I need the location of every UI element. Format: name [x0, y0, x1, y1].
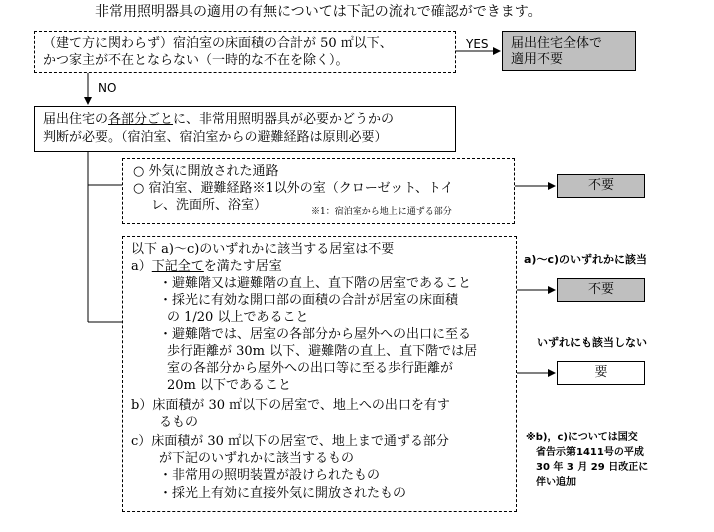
question-box-area — [34, 31, 456, 73]
cond-a-prefix: a） — [131, 259, 152, 274]
judgement-line1-pre: 届出住宅の — [43, 112, 109, 127]
question-line2: かつ家主が不在とならない（一時的な不在を除く）。 — [43, 53, 349, 68]
judgement-box — [34, 106, 456, 152]
cond-a3-3: 室の各部分から屋外への出口等に至る歩行距離が — [167, 361, 454, 376]
judgement-line2: 判断が必要。（宿泊室、宿泊室からの避難経路は原則必要） — [43, 130, 388, 145]
exempt-item2: ○ 宿泊室、避難経路※1以外の室（クローゼット、トイ — [133, 181, 454, 196]
match-label: a)～c)のいずれかに該当 — [524, 253, 647, 266]
exempt-item3: レ、洗面所、浴室） — [151, 198, 267, 213]
cond-c2: が下記のいずれかに該当するもの — [159, 451, 355, 466]
conditions-box — [122, 236, 517, 512]
judgement-line1-post: に、非常用照明器具が必要かどうかの — [173, 112, 395, 127]
cond-b2: るもの — [159, 415, 199, 430]
cond-a-heading — [131, 258, 282, 275]
note-line2: 省告示第1411号の平成 — [536, 447, 644, 458]
amendment-note — [526, 430, 648, 490]
page-title: 非常用照明器具の適用の有無については下記の流れで確認ができます。 — [95, 4, 542, 20]
exempt-result-text: 不要 — [587, 178, 614, 193]
cond-b1: b）床面積が 30 ㎡以下の居室で、地上への出口を有す — [131, 398, 450, 413]
judgement-line1-underline: 各部分ごと — [108, 112, 174, 127]
yes-result-line1: 届出住宅全体で — [511, 36, 603, 51]
yes-result-box — [502, 31, 636, 71]
cond-a1: ・避難階又は避難階の直上、直下階の居室であること — [159, 276, 472, 291]
yes-label: YES — [466, 37, 489, 51]
cond-c1: c）床面積が 30 ㎡以下の居室で、地上まで通ずる部分 — [131, 434, 449, 449]
cond-c3: ・非常用の照明装置が設けられたもの — [159, 468, 381, 483]
exempt-box — [122, 158, 515, 224]
exempt-item1: ○ 外気に開放された通路 — [133, 164, 279, 179]
cond-c4: ・採光上有効に直接外気に開放されたもの — [159, 486, 407, 501]
match-result-text: 不要 — [587, 282, 614, 297]
cond-a2-2: の 1/20 以上であること — [167, 310, 309, 325]
no-label: NO — [98, 81, 117, 95]
exempt-footnote: ※1：宿泊室から地上に通ずる部分 — [311, 207, 452, 217]
nomatch-result-box — [557, 361, 645, 385]
note-line4: 伴い追加 — [536, 477, 576, 488]
nomatch-label: いずれにも該当しない — [537, 336, 647, 349]
cond-a2-1: ・採光に有効な開口部の面積の合計が居室の床面積 — [159, 293, 459, 308]
note-line1: ※b)，c)については国交 — [526, 432, 638, 443]
cond-a3-4: 20m 以下であること — [167, 378, 292, 393]
cond-a3-1: ・避難階では、居室の各部分から屋外への出口に至る — [159, 327, 472, 342]
yes-result-line2: 適用不要 — [511, 52, 564, 67]
note-line3: 30 年 3 月 29 日改正に — [536, 462, 649, 473]
match-result-box — [557, 278, 645, 302]
exempt-result-box — [557, 174, 645, 198]
nomatch-result-text: 要 — [594, 365, 608, 380]
cond-intro: 以下 a)～c)のいずれかに該当する居室は不要 — [131, 242, 395, 257]
judgement-line1 — [43, 111, 394, 128]
cond-a-post: を満たす居室 — [203, 259, 282, 274]
cond-a-underline: 下記全て — [151, 259, 204, 274]
cond-a3-2: 歩行距離が 30m 以下、避難階の直上、直下階では居 — [167, 344, 478, 359]
question-line1: （建て方に関わらず）宿泊室の床面積の合計が 50 ㎡以下、 — [43, 36, 393, 51]
